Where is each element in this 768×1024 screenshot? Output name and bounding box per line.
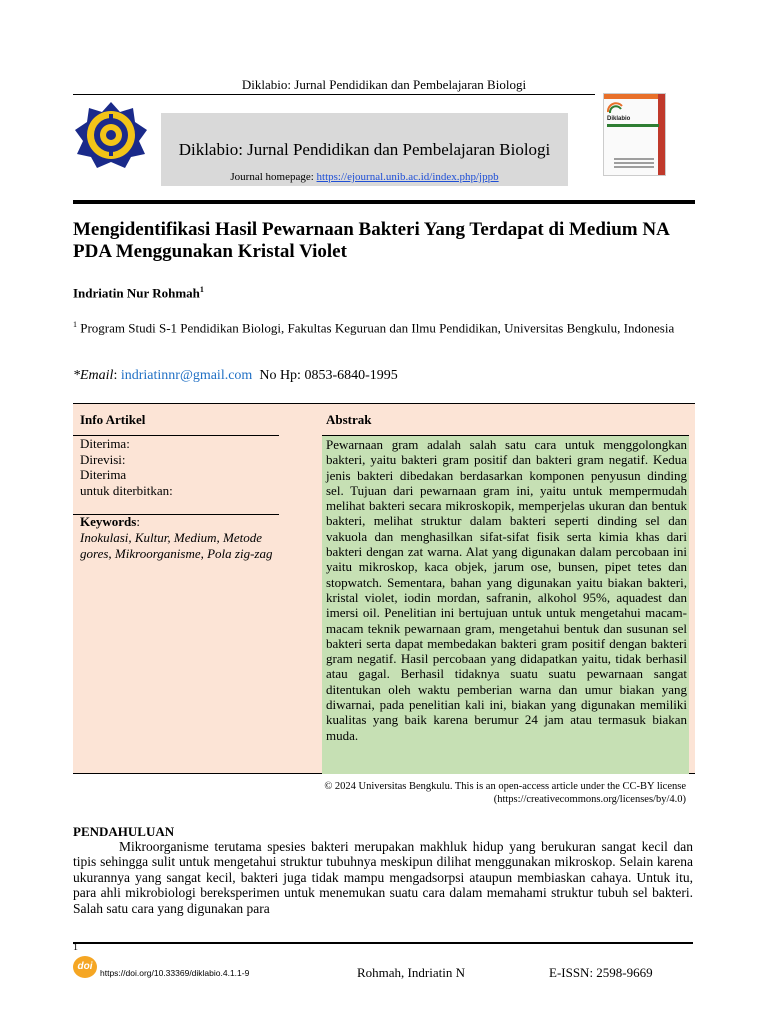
footer-rule	[73, 942, 693, 944]
keywords: Keywords: Inokulasi, Kultur, Medium, Metode gores, Mikroorganisme, Pola zig-zag	[80, 514, 273, 561]
license-notice: © 2024 Universitas Bengkulu. This is an open-access article under the CC-BY license (https://creativecommons.org/licenses/by/4.0)	[73, 780, 686, 806]
header-rule	[73, 94, 595, 95]
doi-icon: doi	[73, 956, 97, 978]
abstract-heading: Abstrak	[326, 412, 372, 427]
homepage-link[interactable]: https://ejournal.unib.ac.id/index.php/jppb	[316, 171, 499, 183]
contact-line: *Email: indriatinnr@gmail.com No Hp: 0853-6840-1995	[73, 368, 398, 383]
homepage-label: Journal homepage:	[230, 171, 314, 183]
cover-arc-icon	[607, 100, 623, 114]
phone-number: No Hp: 0853-6840-1995	[259, 368, 398, 383]
email-link[interactable]: indriatinnr@gmail.com	[120, 368, 253, 383]
keywords-label: Keywords	[80, 514, 137, 529]
revised-label: Direvisi:	[80, 451, 126, 467]
article-info-table	[73, 403, 695, 774]
section-heading-introduction: PENDAHULUAN	[73, 824, 175, 839]
journal-homepage	[161, 171, 568, 183]
article-title: Mengidentifikasi Hasil Pewarnaan Bakteri Yang Terdapat di Medium NA PDA Menggunakan Kristal Violet	[73, 219, 669, 262]
introduction-paragraph: Mikroorganisme terutama spesies bakteri merupakan makhluk hidup yang berukuran sangat kecil dan tipis sehingga sulit untuk mengetahui struktur tubuhnya meskipun dilihat menggunakan mikroskop. Selain karena ukurannya yang sangat kecil, bakteri juga tidak mampu mengadsorpsi ataupun membiaskan cahaya. Untuk itu, para ahli mikrobiologi bereksperimen untuk menemukan suatu cara dalam memahami struktur tubuh sel bakteri. Salah satu cara yang digunakan para	[73, 839, 693, 916]
author-name: Indriatin Nur Rohmah$^1$	[73, 285, 204, 301]
abstract-text: Pewarnaan gram adalah salah satu cara untuk menggolongkan bakteri, yaitu bakteri gram positif dan bakteri gram negatif. Kedua jenis bakteri dibedakan berdasarkan komponen penyusun dinding sel. Tujuan dari pewarnaan gram ini, yaitu untuk mempermudah melihat bakteri secara mikroskopik, memperjelas ukuran dan bentuk bakteri, melihat struktur dalam bakteri seperti dinding sel dan vakuola dan menghasilkan sifat-sifat fisik serta kimia khas dari bakteri dengan zat warna. Alat yang digunakan dalam percobaan ini yaitu mikroskop, kaca objek, jarum ose, bunsen, pipet tetes dan stopwatch. Sementara, bahan yang digunakan yaitu biakan bakteri, kristal violet, iodin mordan, safranin, alkohol 95%, aquadest dan imersi oil. Penelitian ini bertujuan untuk untuk mengetahui macam-macam teknik pewarnaan gram, mengetahui bentuk dan susunan sel bakteri serta dapat membedakan bakteri gram positif dengan bakteri gram negatif. Hasil percobaan yang didapatkan yaitu, tidak berhasil atau gagal. Berhasil tidaknya suatu suatu pewarnaan sangat ditentukan oleh waktu pemberian warna dan umur biakan yang diwarnai, pada penelitian kali ini, biakan yang digunakan memiliki kualitas yang baik karena berumur 24 jam atau termasuk biakan muda.	[326, 437, 687, 743]
footer-author: Rohmah, Indriatin N	[357, 965, 465, 980]
info-heading: Info Artikel	[80, 412, 146, 427]
keywords-list: Inokulasi, Kultur, Medium, Metode gores, Mikroorganisme, Pola zig-zag	[80, 530, 273, 561]
journal-header-box	[161, 113, 568, 186]
running-header: Diklabio: Jurnal Pendidikan dan Pembelajaran Biologi	[241, 77, 527, 92]
page-number: 1	[73, 942, 78, 953]
author-affiliation: $^1$ Program Studi S-1 Pendidikan Biologi, Fakultas Keguruan dan Ilmu Pendidikan, Universitas Bengkulu, Indonesia	[73, 320, 675, 336]
cover-title: Diklabio	[607, 116, 631, 122]
article-dates	[80, 436, 173, 498]
published-label: untuk diterbitkan:	[80, 482, 173, 498]
received-label: Diterima:	[80, 436, 130, 451]
university-logo-icon	[73, 100, 149, 170]
doi-link[interactable]: https://doi.org/10.33369/diklabio.4.1.1-9	[100, 968, 250, 978]
email-label: *Email	[73, 368, 114, 383]
license-link[interactable]: (https://creativecommons.org/licenses/by/4.0)	[493, 794, 686, 805]
footer-issn: E-ISSN: 2598-9669	[549, 965, 653, 980]
title-divider	[73, 200, 695, 204]
journal-cover-image	[603, 93, 666, 176]
abstract-box	[322, 435, 689, 774]
accepted-label: Diterima	[80, 467, 127, 482]
journal-title: Diklabio: Jurnal Pendidikan dan Pembelajaran Biologi	[178, 140, 551, 159]
